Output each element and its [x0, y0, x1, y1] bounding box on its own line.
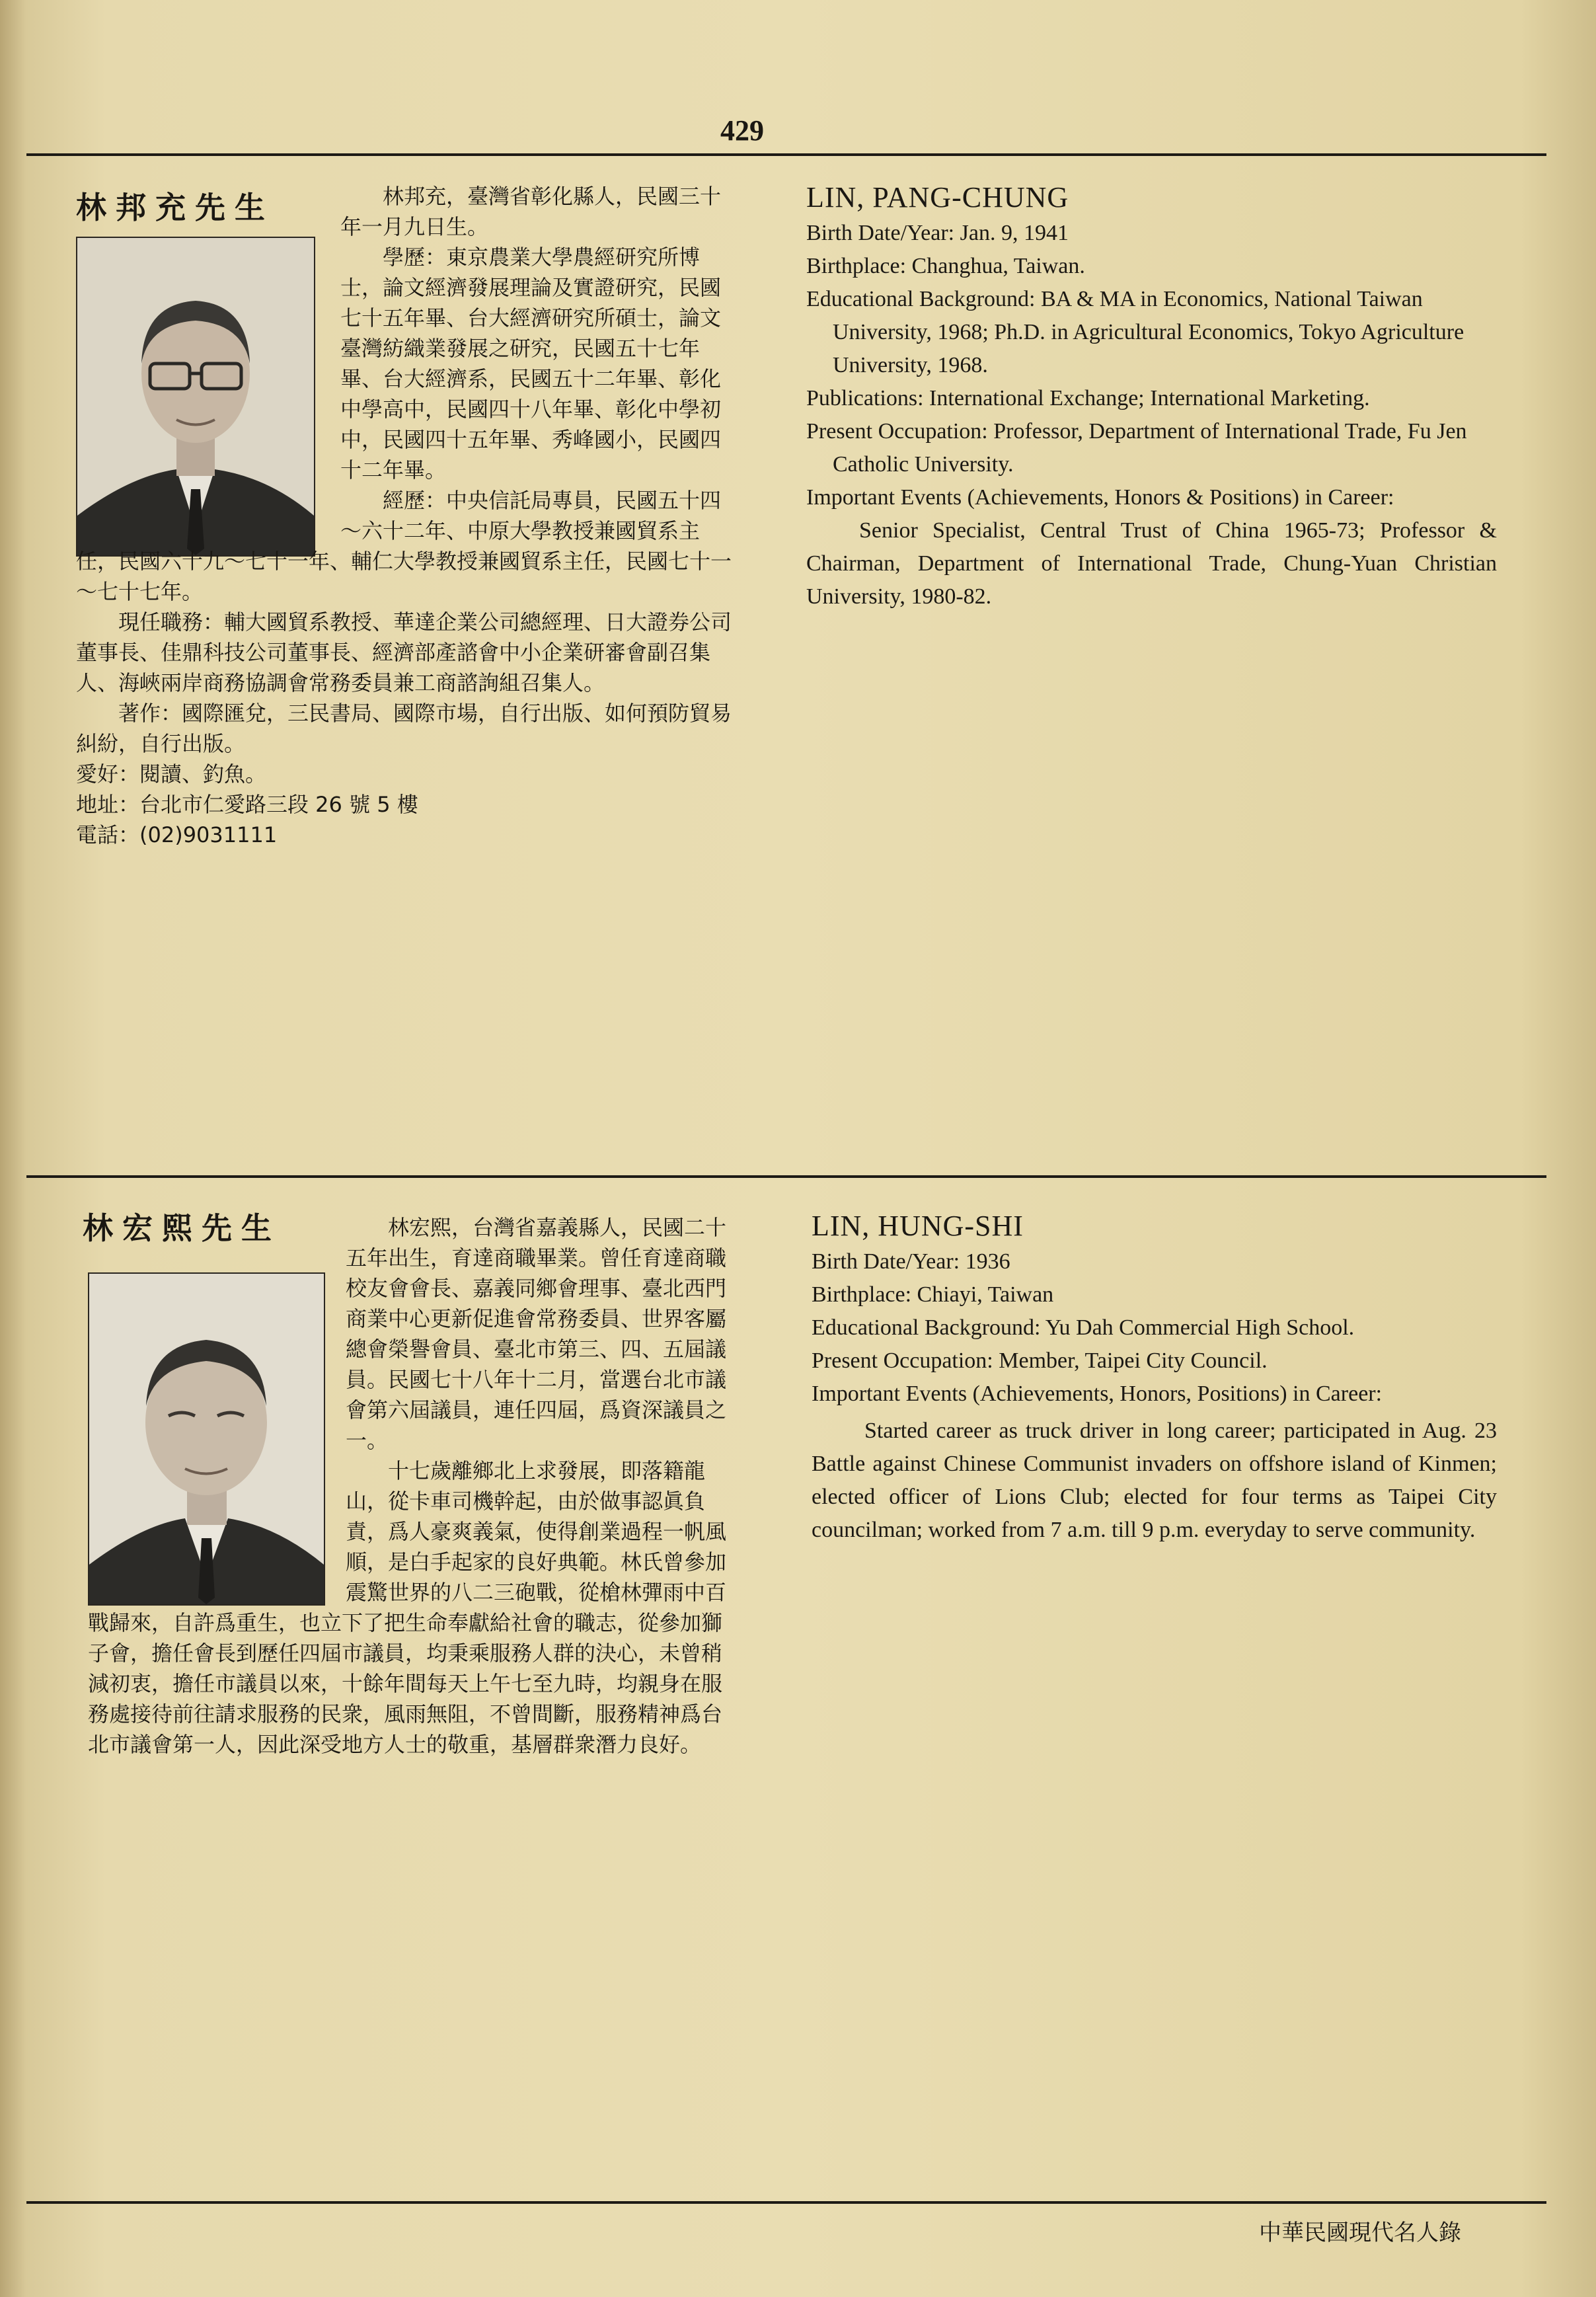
zh-paragraph: 經歷：中央信託局專員，民國五十四～六十二年、中原大學教授兼國貿系主任，民國六十九～七十一年、輔仁大學教授兼國貿系主任，民國七十一～七十七年。	[76, 488, 732, 604]
en-line: Birth Date/Year: 1936	[812, 1249, 1010, 1274]
top-rule	[26, 153, 1546, 156]
en-line: Present Occupation: Member, Taipei City Council.	[812, 1348, 1268, 1373]
en-paragraph: Senior Specialist, Central Trust of China 1965-73; Professor & Chairman, Department of International Trade, Chung-Yuan Christian University, 1980-82.	[806, 518, 1497, 609]
entry2-chinese-name: 林宏熙先生	[83, 1210, 281, 1246]
footer-book-title: 中華民國現代名人錄	[1259, 2220, 1461, 2246]
en-line: Birthplace: Changhua, Taiwan.	[806, 254, 1085, 278]
page-number: 429	[720, 114, 764, 147]
en-line: Present Occupation: Professor, Department of International Trade, Fu Jen Catholic University.	[806, 419, 1467, 477]
zh-paragraph: 學歷：東京農業大學農經研究所博士，論文經濟發展理論及實證研究，民國七十五年畢、台大經濟研究所碩士，論文臺灣紡織業發展之研究，民國五十七年畢、台大經濟系，民國五十二年畢、彰化中學高中，民國四十八年畢、彰化中學初中，民國四十五年畢、秀峰國小，民國四十二年畢。	[340, 245, 722, 483]
bottom-rule	[26, 2201, 1546, 2204]
zh-paragraph: 著作：國際匯兌，三民書局、國際市場，自行出版、如何預防貿易糾紛，自行出版。	[76, 701, 732, 756]
middle-rule	[26, 1175, 1546, 1178]
entry1-chinese-name: 林邦充先生	[76, 190, 274, 225]
en-line: Birthplace: Chiayi, Taiwan	[812, 1282, 1054, 1307]
zh-paragraph: 現任職務：輔大國貿系教授、華達企業公司總經理、日大證券公司董事長、佳鼎科技公司董事長、經濟部產諮會中小企業研審會副召集人、海峽兩岸商務協調會常務委員兼工商諮詢組召集人。	[76, 609, 732, 695]
zh-phone-line: 電話：(02)9031111	[76, 822, 278, 847]
entry1-english-name: LIN, PANG-CHUNG	[806, 181, 1069, 214]
zh-paragraph: 林邦充，臺灣省彰化縣人，民國三十年一月九日生。	[340, 184, 722, 239]
en-line: Important Events (Achievements, Honors, Positions) in Career:	[812, 1382, 1383, 1406]
entry2-chinese-biography	[88, 1212, 740, 1760]
entry1-english-biography	[806, 181, 1497, 613]
photo-float-spacer	[76, 181, 340, 543]
entry2-english-biography	[812, 1210, 1497, 1547]
en-line: Educational Background: BA & MA in Economics, National Taiwan University, 1968; Ph.D. in Agricultural Economics, Tokyo Agriculture University, 1968.	[806, 287, 1464, 377]
photo-float-spacer	[88, 1212, 346, 1604]
en-paragraph: Started career as truck driver in long career; participated in Aug. 23 Battle against Chinese Communist invaders on offshore island of Kinmen; elected officer of Lions Club; elected for four terms as Taipei City councilman; worked from 7 a.m. till 9 p.m. everyday to serve community.	[812, 1419, 1497, 1542]
en-line: Publications: International Exchange; International Marketing.	[806, 386, 1370, 410]
zh-hobby-line: 愛好：閱讀、釣魚。	[76, 761, 267, 787]
zh-address-line: 地址：台北市仁愛路三段 26 號 5 樓	[76, 792, 418, 817]
entry2-english-name: LIN, HUNG-SHI	[812, 1210, 1024, 1242]
en-line: Educational Background: Yu Dah Commercial High School.	[812, 1315, 1355, 1340]
en-line: Birth Date/Year: Jan. 9, 1941	[806, 221, 1069, 245]
zh-paragraph: 林宏熙，台灣省嘉義縣人，民國二十五年出生，育達商職畢業。曾任育達商職校友會會長、嘉義同鄉會理事、臺北西門商業中心更新促進會常務委員、世界客屬總會榮譽會員、臺北市第三、四、五屆議員。民國七十八年十二月，當選台北市議會第六屆議員，連任四屆，爲資深議員之一。	[346, 1215, 727, 1453]
entry1-chinese-biography	[76, 181, 740, 850]
zh-paragraph: 十七歲離鄉北上求發展，即落籍龍山，從卡車司機幹起，由於做事認眞負責，爲人豪爽義氣，使得創業過程一帆風順，是白手起家的良好典範。林氏曾參加震驚世界的八二三砲戰，從槍林彈雨中百戰歸來，自許爲重生，也立下了把生命奉獻給社會的職志，從參加獅子會，擔任會長到歷任四屆市議員，均秉乘服務人群的決心，未曾稍減初衷，擔任市議員以來，十餘年間每天上午七至九時，均親身在服務處接待前往請求服務的民衆，風雨無阻，不曾間斷，服務精神爲台北市議會第一人，因此深受地方人士的敬重，基層群衆潛力良好。	[88, 1458, 727, 1757]
en-line: Important Events (Achievements, Honors & Positions) in Career:	[806, 485, 1394, 510]
